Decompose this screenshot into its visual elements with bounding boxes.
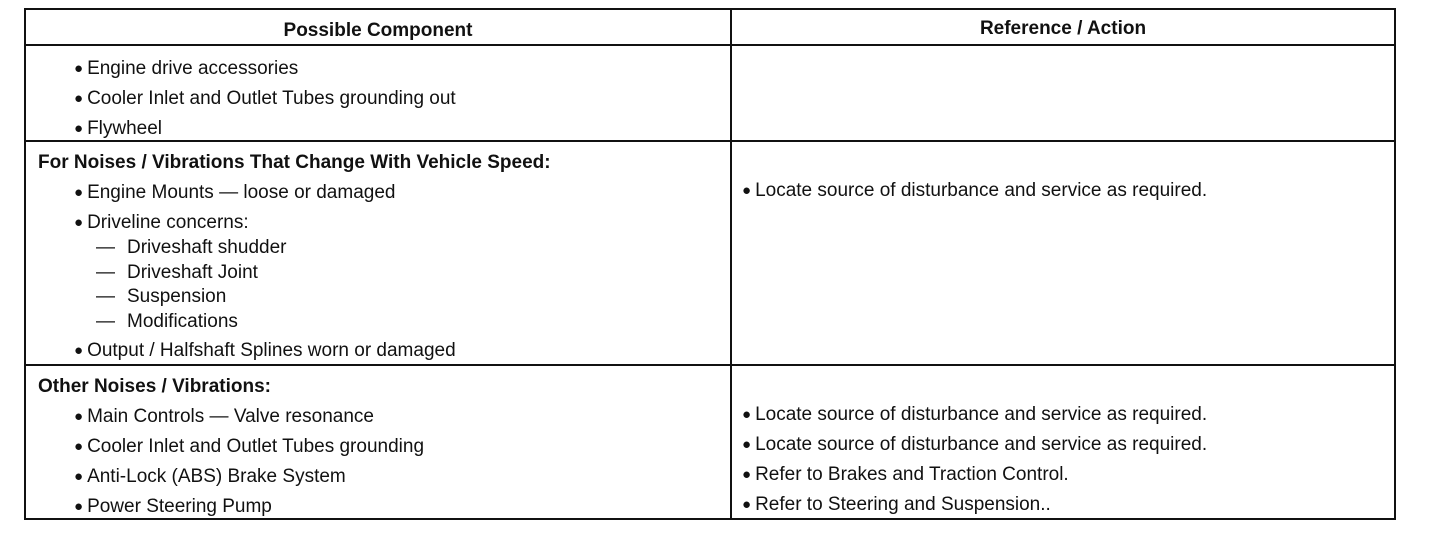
list-item: ● Engine drive accessories bbox=[74, 58, 298, 81]
section-2-row bbox=[26, 142, 1394, 366]
list-item: ● Flywheel bbox=[74, 118, 162, 141]
sub-list-item: — Driveshaft Joint bbox=[96, 262, 258, 284]
list-item: ● Anti-Lock (ABS) Brake System bbox=[74, 466, 346, 489]
section-3-right-cell bbox=[732, 366, 1394, 520]
header-row bbox=[26, 10, 1394, 46]
list-item: ● Power Steering Pump bbox=[74, 496, 272, 519]
list-item: ● Cooler Inlet and Outlet Tubes grounding bbox=[74, 436, 424, 459]
list-item: ● Engine Mounts — loose or damaged bbox=[74, 182, 395, 205]
action-item: ● Locate source of disturbance and service as required. bbox=[742, 404, 1207, 427]
list-item: ● Main Controls — Valve resonance bbox=[74, 406, 374, 429]
header-possible-component: Possible Component bbox=[283, 20, 473, 41]
action-item: ● Refer to Steering and Suspension.. bbox=[742, 494, 1051, 517]
section-3-row bbox=[26, 366, 1394, 520]
section-1-right-cell bbox=[732, 46, 1394, 140]
header-right-cell bbox=[732, 10, 1394, 44]
diagnosis-table bbox=[24, 8, 1396, 520]
action-item: ● Locate source of disturbance and service as required. bbox=[742, 180, 1207, 203]
sub-list-item: — Driveshaft shudder bbox=[96, 237, 286, 259]
sub-list-item: — Modifications bbox=[96, 311, 238, 333]
action-item: ● Refer to Brakes and Traction Control. bbox=[742, 464, 1069, 487]
section-3-left-cell bbox=[26, 366, 732, 520]
section-3-title: Other Noises / Vibrations: bbox=[38, 376, 271, 397]
section-2-right-cell bbox=[732, 142, 1394, 364]
section-1-row bbox=[26, 46, 1394, 142]
list-item: ● Cooler Inlet and Outlet Tubes grounding out bbox=[74, 88, 456, 111]
sub-list-item: — Suspension bbox=[96, 286, 226, 308]
action-item: ● Locate source of disturbance and service as required. bbox=[742, 434, 1207, 457]
section-2-left-cell bbox=[26, 142, 732, 364]
section-1-left-cell bbox=[26, 46, 732, 140]
list-item: ● Output / Halfshaft Splines worn or damaged bbox=[74, 340, 456, 363]
header-left-cell bbox=[26, 10, 732, 44]
header-reference-action: Reference / Action bbox=[979, 18, 1147, 39]
list-item: ● Driveline concerns: bbox=[74, 212, 249, 235]
section-2-title: For Noises / Vibrations That Change With Vehicle Speed: bbox=[38, 152, 551, 173]
